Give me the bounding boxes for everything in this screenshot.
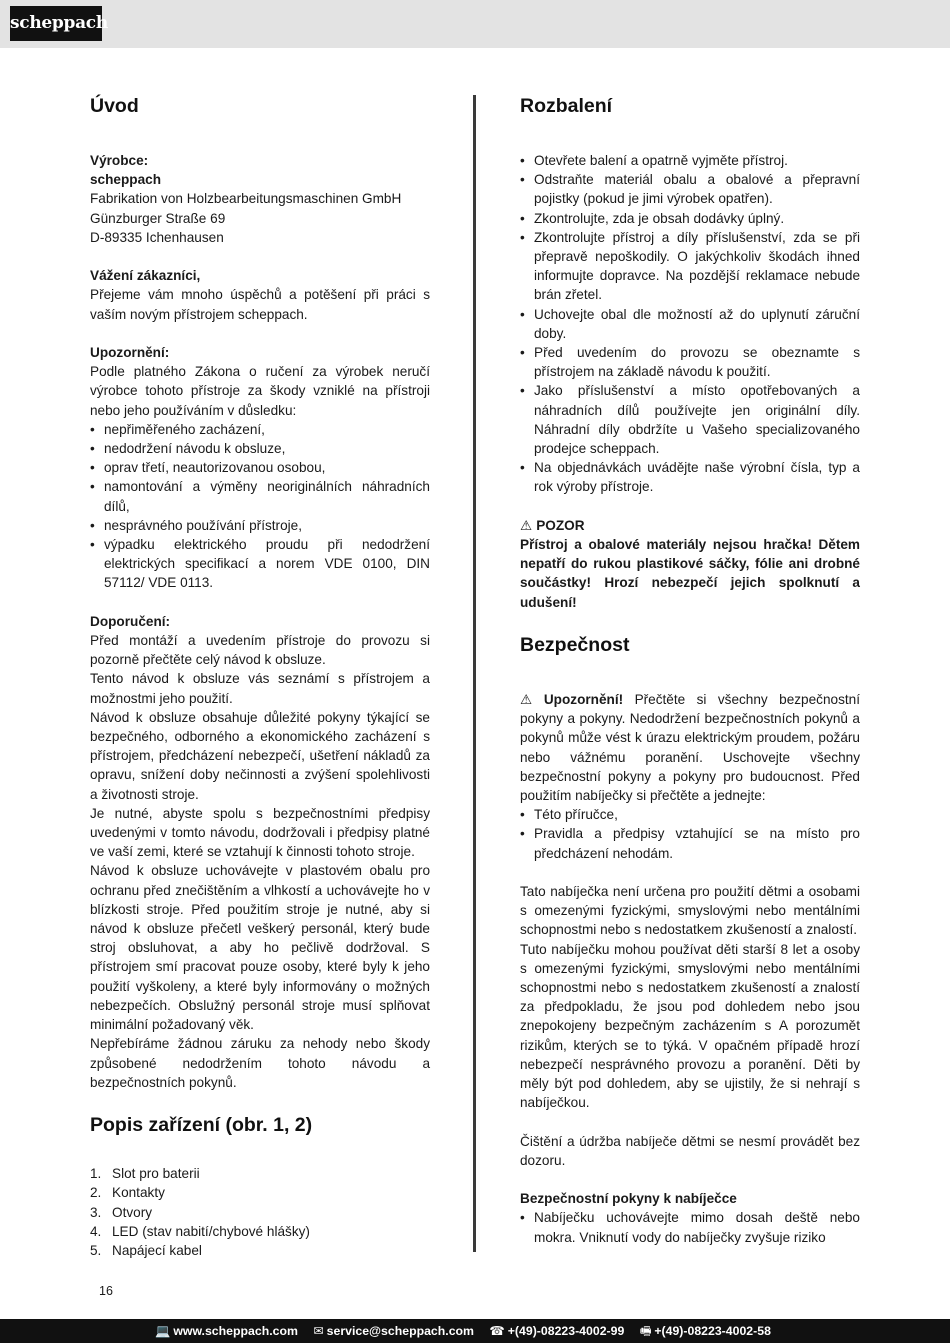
list-item: • Před uvedením do provozu se obeznamte s přístrojem na základě návodu k použití. bbox=[520, 343, 860, 381]
recommendation-paragraph: Je nutné, abyste spolu s bezpečnostními předpisy uvedenými v tomto návodu, dodržovali i předpisy platné ve vaší zemi, které se vztahují k činnosti tohoto stroje. bbox=[90, 805, 430, 860]
notice-text: Podle platného Zákona o ručení za výrobek neručí výrobce tohoto přístroje za škody vzniklé na přístroji nebo jeho používáním v důsledku: bbox=[90, 364, 430, 418]
list-item: • Na objednávkách uvádějte naše výrobní čísla, typ a rok výroby přístroje. bbox=[520, 458, 860, 496]
notice-list bbox=[90, 420, 430, 593]
notice-label: Upozornění: bbox=[90, 345, 170, 360]
list-item: • Zkontrolujte přístroj a díly příslušenství, zda se při přepravě nepoškodily. O jakýchkoliv škodách ihned informujte dopravce. Na pozdější reklamace nebude brán zřetel. bbox=[520, 228, 860, 305]
caution-text: Přístroj a obalové materiály nejsou hračka! Dětem nepatří do rukou plastikové sáčky, fólie ani drobné součástky! Hrozí nebezpečí jejich spolknutí a udušení! bbox=[520, 537, 860, 610]
list-item: • Nabíječku uchovávejte mimo dosah deště nebo mokra. Vniknutí vody do nabíječky zvyšuje riziko bbox=[520, 1208, 860, 1246]
charger-safety-list bbox=[520, 1208, 860, 1246]
section-title-intro: Úvod bbox=[90, 95, 139, 117]
list-item: • Pravidla a předpisy vztahující se na místo pro předcházení nehodám. bbox=[520, 824, 860, 862]
list-item: 1. Slot pro baterii bbox=[90, 1166, 200, 1182]
cleaning-text: Čištění a údržba nabíječe dětmi se nesmí provádět bez dozoru. bbox=[520, 1133, 860, 1168]
dear-customer-label: Vážení zákazníci, bbox=[90, 268, 201, 284]
dear-customer-text: Přejeme vám mnoho úspěchů a potěšení při práci s vaším novým přístrojem scheppach. bbox=[90, 287, 430, 322]
footer-bar bbox=[0, 1319, 950, 1343]
parts-list bbox=[90, 1164, 430, 1260]
list-item: 3. Otvory bbox=[90, 1204, 153, 1220]
footer-web[interactable]: 💻 www.scheppach.com bbox=[155, 1324, 298, 1338]
safety-paragraph: Tuto nabíječku mohou používat děti starší 8 let a osoby s omezenými fyzickými, smyslovými nebo mentálními schopnostmi nebo s nedostatkem zkušeností a znalostí za předpokladu, že jsou pod dohledem nebo jsou znepokojeny bezpečným zacházením s A porozumět rizikům, kterých se to týká. V opačném případě hrozí nebezpečí nesprávného provozu a poranění. Děti by měly být pod dohledem, aby se ujistily, že si nehrají s nabíječkou. bbox=[520, 941, 860, 1111]
recommendation-paragraph: Návod k obsluze obsahuje důležité pokyny týkající se bezpečného, odborného a ekonomického zacházení s přístrojem, předcházení nebezpečí, ušetření nákladů za opravu, snížení doby nečinnosti a zvýšení spolehlivosti a životnosti stroje. bbox=[90, 709, 430, 802]
list-item: • Uchovejte obal dle možností až do uplynutí záruční doby. bbox=[520, 305, 860, 343]
list-item: 5. Napájecí kabel bbox=[90, 1242, 202, 1258]
computer-icon: 💻 bbox=[155, 1324, 171, 1338]
list-item: • výpadku elektrického proudu při nedodržení elektrických specifikací a norem VDE 0100, DIN 57112/ VDE 0113. bbox=[90, 535, 430, 593]
column-divider bbox=[473, 95, 476, 1252]
warning-icon: ⚠ bbox=[520, 692, 540, 708]
charger-safety-label: Bezpečnostní pokyny k nabíječce bbox=[520, 1191, 737, 1207]
list-item: 2. Kontakty bbox=[90, 1185, 165, 1201]
footer-phone: ☎ +(49)-08223-4002-99 bbox=[489, 1324, 625, 1338]
list-item: 4. LED (stav nabití/chybové hlášky) bbox=[90, 1223, 310, 1239]
footer-email[interactable]: ✉ service@scheppach.com bbox=[313, 1324, 474, 1338]
list-item: • Jako příslušenství a místo opotřebovaných a náhradních dílů používejte jen originální díly. Náhradní díly obdržíte u Vašeho specializovaného prodejce scheppach. bbox=[520, 381, 860, 458]
phone-icon: ☎ bbox=[489, 1324, 505, 1338]
unpacking-list bbox=[520, 151, 860, 497]
right-column bbox=[520, 92, 860, 1247]
address-line: D-89335 Ichenhausen bbox=[90, 229, 224, 245]
recommendation-paragraph: Tento návod k obsluze vás seznámí s přístrojem a možnostmi jeho použití. bbox=[90, 671, 430, 706]
address-line: Fabrikation von Holzbearbeitungsmaschinen GmbH bbox=[90, 191, 402, 207]
safety-paragraph: Tato nabíječka není určena pro použití dětmi a osobami s omezenými fyzickými, smyslovými nebo mentálními schopnostmi nebo s nedostatkem zkušeností a znalostí. bbox=[520, 884, 860, 938]
list-item: • nedodržení návodu k obsluze, bbox=[90, 439, 430, 458]
recommendation-paragraph: Před montáží a uvedením přístroje do provozu si pozorně přečtěte celý návod k obsluze. bbox=[90, 633, 430, 668]
manufacturer-name: scheppach bbox=[90, 172, 162, 188]
safety-warning: ⚠ Upozornění! Přečtěte si všechny bezpečnostní pokyny a pokyny. Nedodržení bezpečnostních pokynů a pokynů může vést k úrazu elektrickým proudem, požáru nebo vážnému poranění. Uschovejte všechny bezpečnostní pokyny a pokyny pro budoucnost. Před použitím nabíječky si přečtěte a jednejte: bbox=[520, 692, 860, 804]
section-title-safety: Bezpečnost bbox=[520, 634, 630, 657]
list-item: • nepřiměřeného zacházení, bbox=[90, 420, 430, 439]
recommendation-paragraph: Nepřebíráme žádnou záruku za nehody nebo škody způsobené nedodržením tohoto návodu a bezpečnostních pokynů. bbox=[90, 1036, 430, 1090]
warning-icon: ⚠ bbox=[520, 517, 533, 533]
address-line: Günzburger Straße 69 bbox=[90, 210, 226, 226]
list-item: • Této příručce, bbox=[520, 805, 860, 824]
manufacturer-label: Výrobce: bbox=[90, 153, 149, 168]
safety-warning-list bbox=[520, 805, 860, 863]
page-number: 16 bbox=[99, 1284, 113, 1298]
header-bar bbox=[0, 0, 950, 48]
list-item: • Otevřete balení a opatrně vyjměte přístroj. bbox=[520, 151, 860, 170]
caution-heading: ⚠ POZOR bbox=[520, 517, 585, 533]
footer-fax: 🖷 +(49)-08223-4002-58 bbox=[639, 1324, 771, 1338]
list-item: • namontování a výměny neoriginálních náhradních dílů, bbox=[90, 477, 430, 515]
list-item: • Odstraňte materiál obalu a obalové a přepravní pojistky (pokud je jimi výrobek opatřen). bbox=[520, 170, 860, 208]
recommendation-paragraph: Návod k obsluze uchovávejte v plastovém obalu pro ochranu před znečištěním a vlhkostí a uchovávejte ho v blízkosti stroje. Před použitím stroje je nutné, aby si návod k obsluze přečetl veškerý personál, který bude stroj obsluhovat, a aby ho pečlivě dodržoval. S přístrojem smí pracovat pouze osoby, které byly k jeho použití vyškoleny, a které byly informovány o možných nebezpečích. Obslužný personál stroje musí splňovat minimální požadovaný věk. bbox=[90, 863, 430, 1033]
fax-icon: 🖷 bbox=[639, 1324, 652, 1338]
list-item: • oprav třetí, neautorizovanou osobou, bbox=[90, 458, 430, 477]
section-title-description: Popis zařízení (obr. 1, 2) bbox=[90, 1114, 313, 1137]
section-title-unpacking: Rozbalení bbox=[520, 95, 613, 117]
mail-icon: ✉ bbox=[313, 1324, 324, 1338]
list-item: • Zkontrolujte, zda je obsah dodávky úplný. bbox=[520, 209, 860, 228]
list-item: • nesprávného používání přístroje, bbox=[90, 516, 430, 535]
recommendation-label: Doporučení: bbox=[90, 613, 171, 629]
left-column bbox=[90, 92, 430, 1260]
scheppach-logo: scheppach bbox=[10, 6, 102, 41]
